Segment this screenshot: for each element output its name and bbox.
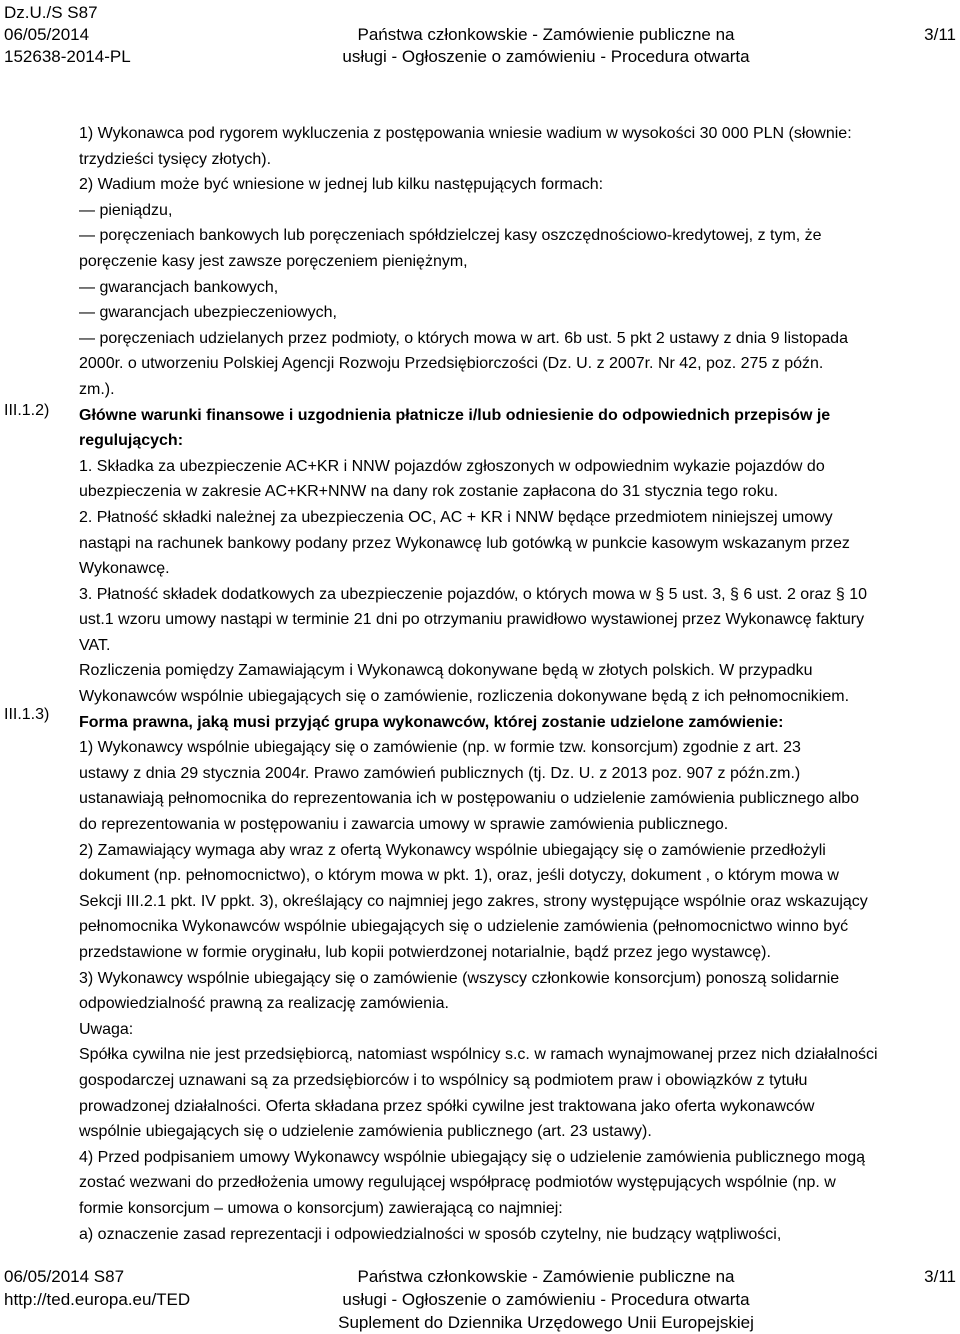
text-line: 3. Płatność składek dodatkowych za ubezpieczenie pojazdów, o których mowa w § 5 ust. 3, § 6 ust. 2 oraz § 10 <box>79 585 867 603</box>
text-line: VAT. <box>79 636 111 654</box>
text-line: ust.1 wzoru umowy nastąpi w terminie 21 dni po otrzymaniu prawidłowo wystawionej przez Wykonawcę faktury <box>79 611 865 629</box>
text-line: nastąpi na rachunek bankowy podany przez Wykonawcę lub gotówką w punkcie kasowym wskazanym przez <box>79 534 850 552</box>
text-line: 2) Wadium może być wniesione w jednej lub kilku następujących formach: <box>79 176 604 194</box>
footer-url[interactable]: http://ted.europa.eu/TED <box>4 1290 191 1309</box>
text-line: zm.). <box>79 380 115 398</box>
text-line: — poręczeniach udzielanych przez podmioty, o których mowa w art. 6b ust. 5 pkt 2 ustawy z dnia 9 listopada <box>79 329 848 347</box>
header-journal: Dz.U./S S87 <box>4 3 98 22</box>
text-line: 4) Przed podpisaniem umowy Wykonawcy wspólnie ubiegający się o udzielenie zamówienia publicznego mogą <box>79 1148 866 1166</box>
header-date: 06/05/2014 <box>4 25 90 44</box>
text-line: Wykonawców wspólnie ubiegających się o zamówienie, rozliczenia dokonywane będą z ich pełnomocnikiem. <box>79 688 850 706</box>
footer-supplement: Suplement do Dziennika Urzędowego Unii Europejskiej <box>338 1313 754 1332</box>
text-line: a) oznaczenie zasad reprezentacji i odpowiedzialności w sposób czytelny, nie budzący wątpliwości, <box>79 1225 782 1243</box>
text-line: Spółka cywilna nie jest przedsiębiorcą, natomiast wspólnicy s.c. w ramach wynajmowanej przez nich działalności <box>79 1046 878 1064</box>
text-line: ubezpieczenia w zakresie AC+KR+NNW na dany rok zostanie zapłacona do 31 stycznia tego roku. <box>79 483 779 501</box>
text-line: formie konsorcjum – umowa o konsorcjum) zawierającą co najmniej: <box>79 1199 563 1217</box>
header-page-number: 3/11 <box>924 25 956 44</box>
text-line: 1) Wykonawcy wspólnie ubiegający się o zamówienie (np. w formie tzw. konsorcjum) zgodnie z art. 23 <box>79 739 801 757</box>
text-line: do reprezentowania w postępowaniu i zawarcia umowy w sprawie zamówienia publicznego. <box>79 816 729 834</box>
header-title-line-2: usługi - Ogłoszenie o zamówieniu - Procedura otwarta <box>342 47 750 66</box>
text-line: odpowiedzialność prawną za realizację zamówienia. <box>79 995 449 1013</box>
text-line: 1. Składka za ubezpieczenie AC+KR i NNW pojazdów zgłoszonych w odpowiednim wykazie pojazdów do <box>79 457 825 475</box>
text-line: 3) Wykonawcy wspólnie ubiegający się o zamówienie (wszyscy członkowie konsorcjum) ponoszą solidarnie <box>79 969 840 987</box>
text-line: trzydzieści tysięcy złotych). <box>79 150 272 168</box>
text-line: — poręczeniach bankowych lub poręczeniach spółdzielczej kasy oszczędnościowo-kredytowej, z tym, że <box>79 227 822 245</box>
text-line: — pieniądzu, <box>79 201 173 219</box>
text-line: wspólnie ubiegających się o udzielenie zamówienia publicznego (art. 23 ustawy). <box>79 1123 652 1141</box>
section-number-III-1-2: III.1.2) <box>4 402 50 419</box>
section-heading-line: Główne warunki finansowe i uzgodnienia płatnicze i/lub odniesienie do odpowiednich przepisów je <box>79 406 831 424</box>
text-line: dokument (np. pełnomocnictwo), o którym mowa w pkt. 1), oraz, jeśli dotyczy, dokument , o którym mowa w <box>79 867 839 885</box>
text-line: 2000r. o utworzeniu Polskiej Agencji Rozwoju Przedsiębiorczości (Dz. U. z 2007r. Nr 42, poz. 275 z późn. <box>79 355 824 373</box>
footer-date: 06/05/2014 S87 <box>4 1267 125 1286</box>
header-notice-id: 152638-2014-PL <box>4 47 131 66</box>
footer-title-line-1: Państwa członkowskie - Zamówienie publiczne na <box>357 1267 735 1286</box>
text-line: prowadzonej działalności. Oferta składana przez spółki cywilne jest traktowana jako oferta wykonawców <box>79 1097 815 1115</box>
footer-page-number: 3/11 <box>924 1267 956 1286</box>
text-line: 2) Zamawiający wymaga aby wraz z ofertą Wykonawcy wspólnie ubiegający się o zamówienie przedłożyli <box>79 841 826 859</box>
text-line: — gwarancjach ubezpieczeniowych, <box>79 304 337 322</box>
section-heading-line: regulujących: <box>79 432 184 450</box>
text-line: poręczenie kasy jest zawsze poręczeniem pieniężnym, <box>79 252 468 270</box>
text-line: 2. Płatność składki należnej za ubezpieczenia OC, AC + KR i NNW będące przedmiotem niniejszej umowy <box>79 508 833 526</box>
text-line: zostać wezwani do przedłożenia umowy regulującej współpracę podmiotów występujących wspólnie (np. w <box>79 1174 836 1192</box>
text-line: Uwaga: <box>79 1020 134 1038</box>
text-line: Rozliczenia pomiędzy Zamawiającym i Wykonawcą dokonywane będą w złotych polskich. W przypadku <box>79 662 813 680</box>
text-line: Wykonawcę. <box>79 560 170 578</box>
text-line: ustawy z dnia 29 stycznia 2004r. Prawo zamówień publicznych (tj. Dz. U. z 2013 poz. 907 z późn.zm.) <box>79 764 801 782</box>
text-line: ustanawiają pełnomocnika do reprezentowania ich w postępowaniu o udzielenie zamówienia publicznego albo <box>79 790 860 808</box>
text-line: — gwarancjach bankowych, <box>79 278 279 296</box>
footer-title-line-2: usługi - Ogłoszenie o zamówieniu - Procedura otwarta <box>342 1290 750 1309</box>
header-title-line-1: Państwa członkowskie - Zamówienie publiczne na <box>357 25 735 44</box>
document-body <box>79 121 945 1247</box>
text-line: pełnomocnika Wykonawców wspólnie ubiegających się o udzielenie zamówienia (pełnomocnictwo winno być <box>79 918 849 936</box>
section-number-III-1-3: III.1.3) <box>4 706 50 723</box>
text-line: przedstawione w formie oryginału, lub kopii potwierdzonej notarialnie, bądź przez jego wystawcę). <box>79 944 771 961</box>
section-heading-line: Forma prawna, jaką musi przyjąć grupa wykonawców, której zostanie udzielone zamówienie: <box>79 713 784 731</box>
text-line: gospodarczej uznawani są za przedsiębiorców i to wspólnicy są podmiotem praw i obowiązków z tytułu <box>79 1071 808 1089</box>
text-line: Sekcji III.2.1 pkt. IV ppkt. 3), określający co najmniej jego zakres, strony występujące wspólnie oraz wskazujący <box>79 892 868 910</box>
text-line: 1) Wykonawca pod rygorem wykluczenia z postępowania wniesie wadium w wysokości 30 000 PLN (słownie: <box>79 125 852 142</box>
